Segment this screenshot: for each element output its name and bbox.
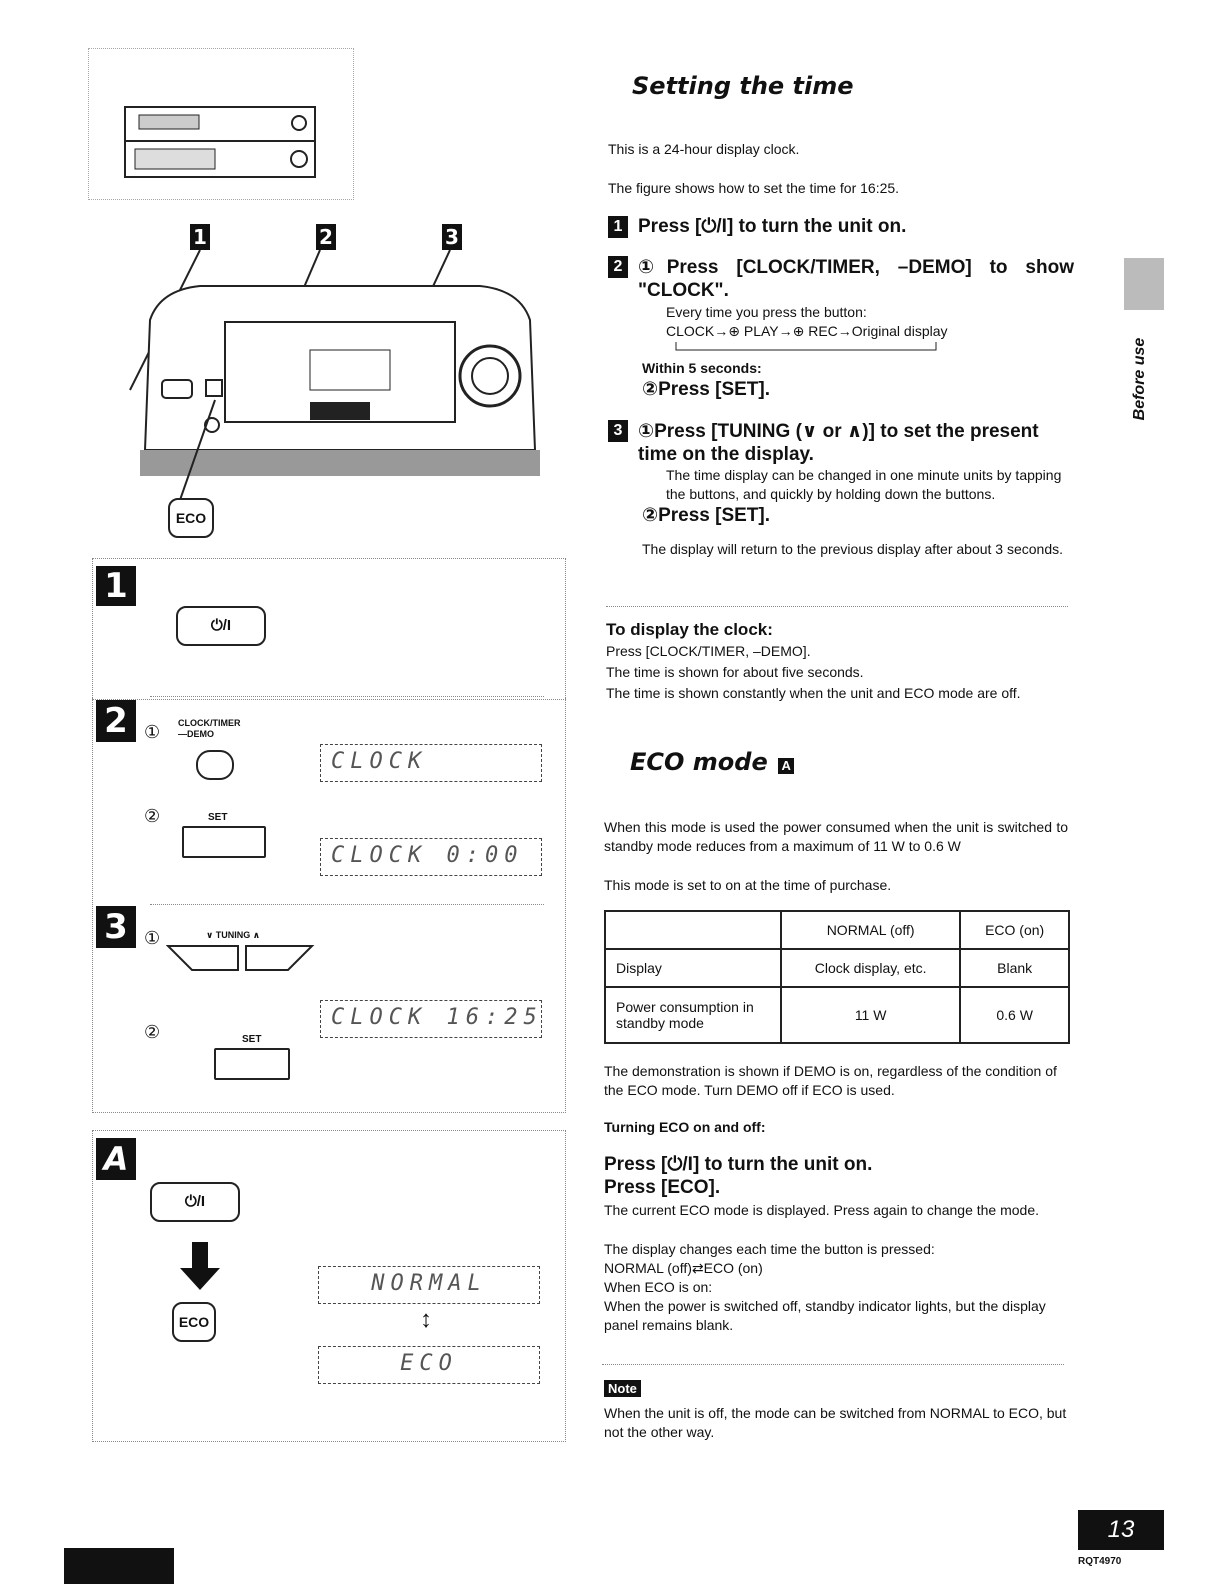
circle-2-step3: ② bbox=[144, 1022, 161, 1042]
panel-steps-2-3 bbox=[92, 698, 566, 1113]
stereo-overview-icon bbox=[89, 49, 353, 199]
doc-code: RQT4970 bbox=[1078, 1556, 1122, 1567]
figure-step-3: 3 bbox=[442, 224, 462, 250]
footer-bar bbox=[64, 1548, 174, 1584]
eco-p1: When this mode is used the power consumed when the unit is switched to standby mode reduces from a maximum of 11 W to 0.6 W bbox=[604, 819, 1068, 854]
display-clock-l1: Press [CLOCK/TIMER, –DEMO]. bbox=[606, 643, 811, 659]
panel-step-1 bbox=[92, 558, 566, 700]
panel-step-2-number: 2 bbox=[96, 700, 136, 742]
r1-normal: Clock display, etc. bbox=[781, 949, 960, 987]
r2-label: Power consumption in standby mode bbox=[605, 987, 781, 1043]
step-1-number: 1 bbox=[608, 216, 628, 238]
step-2-text: ①Press [CLOCK/TIMER, –DEMO] to show "CLOCK". bbox=[638, 257, 1074, 301]
side-tab-label: Before use bbox=[1131, 337, 1148, 421]
lcd-clock-blink: CLOCK 0:00 bbox=[320, 838, 542, 876]
tuning-label: ∨ TUNING ∧ bbox=[206, 930, 261, 940]
step-3-number: 3 bbox=[608, 420, 628, 442]
panel-step-3-number: 3 bbox=[96, 906, 136, 948]
eco-table bbox=[604, 910, 1070, 1044]
press-on: Press [⏻/I] to turn the unit on. bbox=[604, 1154, 873, 1175]
eco-changes: The display changes each time the button is pressed: bbox=[604, 1241, 935, 1257]
power-button-step1: ⏻/I bbox=[176, 606, 266, 646]
r2-eco: 0.6 W bbox=[960, 987, 1069, 1043]
r1-label: Display bbox=[605, 949, 781, 987]
circle-1-step3: ① bbox=[144, 928, 161, 948]
r1-eco: Blank bbox=[960, 949, 1069, 987]
lcd-clock-set: CLOCK 16:25 bbox=[320, 1000, 542, 1038]
p-24-hour: This is a 24-hour display clock. bbox=[608, 141, 800, 157]
step-2-set: ②Press [SET]. bbox=[642, 379, 771, 400]
display-clock-title: To display the clock: bbox=[606, 620, 773, 639]
power-button-eco: ⏻/I bbox=[150, 1182, 240, 1222]
eco-toggle: NORMAL (off)⇄ECO (on) bbox=[604, 1260, 763, 1276]
eco-a-tag: A bbox=[778, 758, 794, 774]
circle-1-step2: ① bbox=[144, 722, 161, 742]
figure-step-1: 1 bbox=[190, 224, 210, 250]
eco-p2: This mode is set to on at the time of purchase. bbox=[604, 877, 892, 893]
step-3-return: The display will return to the previous display after about 3 seconds. bbox=[642, 541, 1064, 557]
r2-normal: 11 W bbox=[781, 987, 960, 1043]
toggle-arrow-icon: ↕ bbox=[420, 1306, 432, 1333]
step-3-note: The time display can be changed in one minute units by tapping the buttons, and quickly by holding down the buttons. bbox=[666, 467, 1062, 502]
p-figure: The figure shows how to set the time for 16:25. bbox=[608, 180, 900, 196]
step-2-number: 2 bbox=[608, 256, 628, 278]
down-arrow-icon bbox=[180, 1242, 220, 1292]
unit-front-figure bbox=[120, 250, 550, 500]
step-2-every: Every time you press the button: bbox=[666, 304, 867, 320]
eco-button-figure: ECO bbox=[168, 498, 214, 538]
eco-mode-title: ECO mode bbox=[630, 748, 768, 776]
cycle-return-arrow-icon bbox=[672, 340, 942, 354]
circle-2-step2: ② bbox=[144, 806, 161, 826]
th-normal: NORMAL (off) bbox=[781, 911, 960, 949]
display-clock-l3: The time is shown constantly when the unit and ECO mode are off. bbox=[606, 685, 1021, 701]
demo-note: The demonstration is shown if DEMO is on, regardless of the condition of the ECO mode. Turn DEMO off if ECO is used. bbox=[604, 1063, 1057, 1098]
overview-figure bbox=[88, 48, 354, 200]
eco-title-row bbox=[630, 748, 804, 776]
step-2-row bbox=[608, 256, 1074, 302]
press-eco: Press [ECO]. bbox=[604, 1177, 721, 1198]
note-text: When the unit is off, the mode can be switched from NORMAL to ECO, but not the other way. bbox=[604, 1405, 1067, 1440]
figure-step-2: 2 bbox=[316, 224, 336, 250]
turning-title: Turning ECO on and off: bbox=[604, 1119, 766, 1135]
eco-current: The current ECO mode is displayed. Press again to change the mode. bbox=[604, 1202, 1040, 1218]
th-eco: ECO (on) bbox=[960, 911, 1069, 949]
page-number: 13 bbox=[1078, 1510, 1164, 1550]
clock-timer-label: CLOCK/TIMER —DEMO bbox=[178, 718, 241, 739]
lcd-clock: CLOCK bbox=[320, 744, 542, 782]
title-setting-time: Setting the time bbox=[632, 72, 854, 100]
step-3-text: ①Press [TUNING (∨ or ∧)] to set the present time on the display. bbox=[638, 421, 1039, 465]
step-3-set: ②Press [SET]. bbox=[642, 505, 771, 526]
note-label: Note bbox=[604, 1380, 641, 1397]
set-label-step3: SET bbox=[242, 1034, 262, 1045]
set-label-step2: SET bbox=[208, 812, 228, 823]
eco-button-panel: ECO bbox=[172, 1302, 216, 1342]
step-2-within: Within 5 seconds: bbox=[642, 360, 762, 376]
lcd-normal: NORMAL bbox=[318, 1266, 540, 1304]
display-clock-l2: The time is shown for about five seconds. bbox=[606, 664, 864, 680]
step-1-row bbox=[608, 216, 1078, 238]
lcd-eco: ECO bbox=[318, 1346, 540, 1384]
side-tab-shade bbox=[1124, 258, 1164, 310]
panel-a-label: A bbox=[96, 1138, 136, 1180]
step-3-row bbox=[608, 420, 1074, 466]
eco-when: When ECO is on: bbox=[604, 1279, 713, 1295]
step-1-text: Press [⏻/I] to turn the unit on. bbox=[638, 216, 907, 238]
eco-when-text: When the power is switched off, standby indicator lights, but the display panel remains blank. bbox=[604, 1298, 1046, 1333]
step-2-cycle: CLOCK→⊕ PLAY→⊕ REC→Original display bbox=[666, 323, 948, 339]
panel-step-1-number: 1 bbox=[96, 566, 136, 606]
